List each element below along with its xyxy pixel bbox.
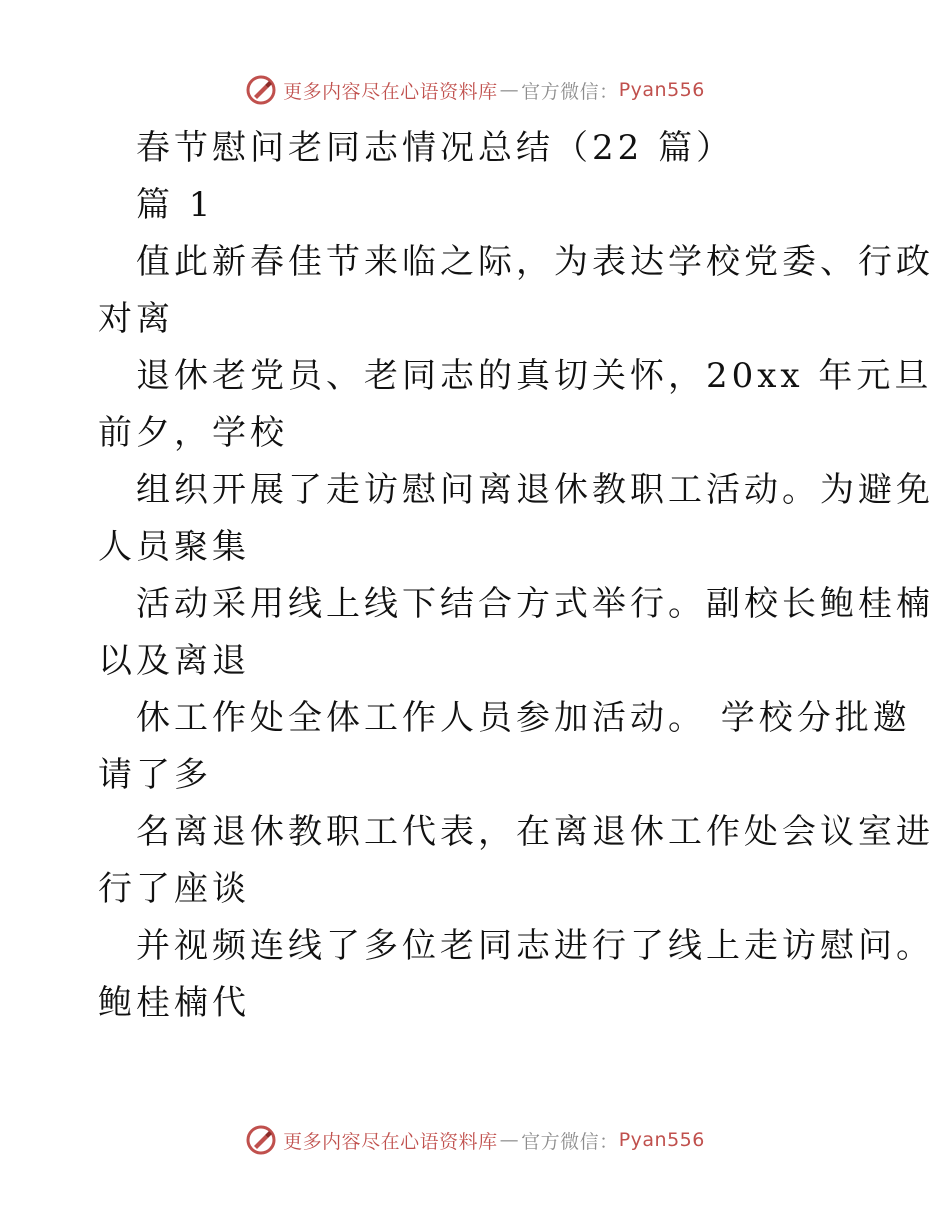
watermark-text: 更多内容尽在心语资料库: [283, 80, 498, 103]
watermark-contact-id: Pyan556: [618, 79, 705, 101]
paragraph-line: 请了多: [98, 755, 212, 795]
watermark-contact-label: 官方微信：: [521, 1130, 619, 1153]
paragraph-line: 休工作处全体工作人员参加活动。 学校分批邀: [136, 698, 911, 738]
paragraph-line: 人员聚集: [98, 527, 250, 567]
paragraph-line: 鲍桂楠代: [98, 983, 250, 1023]
watermark-separator: —: [499, 79, 520, 101]
pen-logo-icon: [245, 1124, 277, 1156]
section-heading: 篇 1: [136, 185, 215, 225]
paragraph-line: 行了座谈: [98, 869, 250, 909]
document-body: [98, 120, 934, 1032]
pen-logo-icon: [245, 74, 277, 106]
watermark-contact-id: Pyan556: [618, 1129, 705, 1151]
paragraph-line: 以及离退: [98, 641, 250, 681]
paragraph-line: 对离: [98, 299, 174, 339]
watermark-contact-label: 官方微信：: [521, 80, 619, 103]
paragraph-line: 退休老党员、老同志的真切关怀，20xx 年元旦: [136, 356, 933, 396]
header-watermark: [0, 70, 950, 110]
paragraph-line: 并视频连线了多位老同志进行了线上走访慰问。: [136, 926, 934, 966]
paragraph-line: 前夕，学校: [98, 413, 288, 453]
watermark-text: 更多内容尽在心语资料库: [283, 1130, 498, 1153]
document-title: 春节慰问老同志情况总结（22 篇）: [136, 128, 735, 168]
paragraph-line: 值此新春佳节来临之际，为表达学校党委、行政: [136, 242, 934, 282]
paragraph-line: 名离退休教职工代表，在离退休工作处会议室进: [136, 812, 934, 852]
paragraph-line: 活动采用线上线下结合方式举行。副校长鲍桂楠: [136, 584, 934, 624]
paragraph-line: 组织开展了走访慰问离退休教职工活动。为避免: [136, 470, 934, 510]
watermark-separator: —: [499, 1129, 520, 1151]
footer-watermark: [0, 1120, 950, 1160]
